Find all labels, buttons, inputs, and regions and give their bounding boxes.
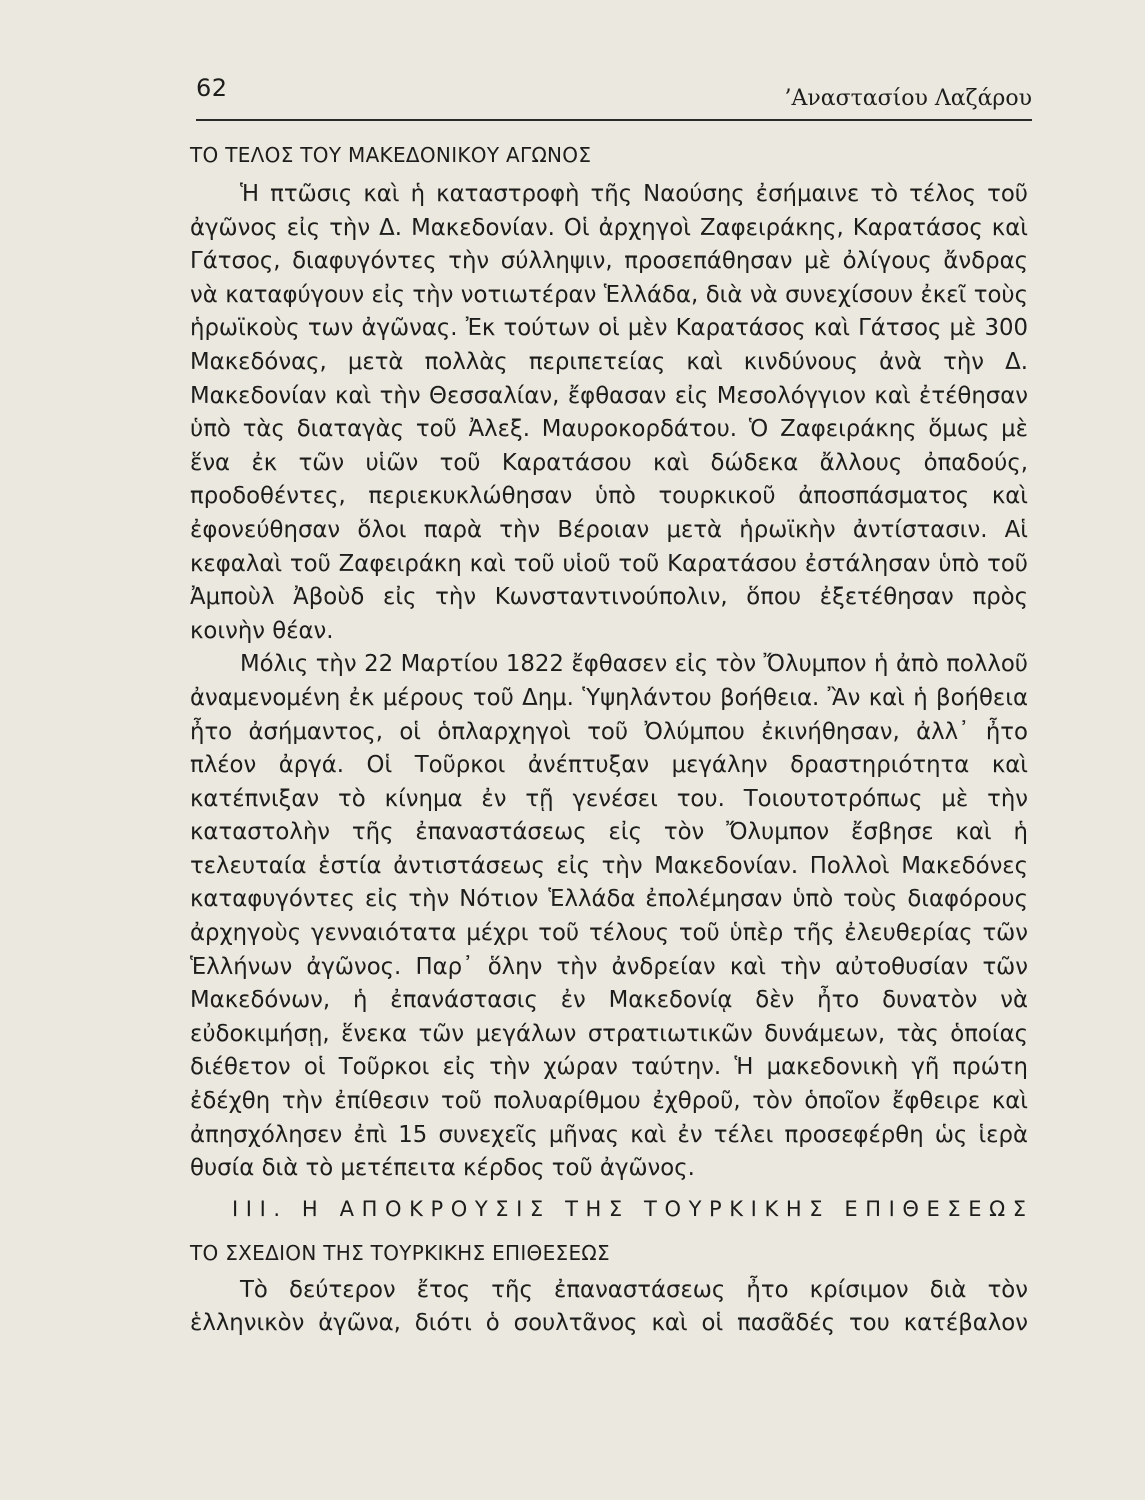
section-heading: ΤΟ ΤΕΛΟΣ ΤΟΥ ΜΑΚΕΔΟΝΙΚΟΥ ΑΓΩΝΟΣ xyxy=(190,143,592,167)
subsection-heading: ΤΟ ΣΧΕΔΙΟΝ ΤΗΣ ΤΟΥΡΚΙΚΗΣ ΕΠΙΘΕΣΕΩΣ xyxy=(190,1240,610,1265)
running-head: ’Αναστασίου Λαζάρου xyxy=(784,86,1032,111)
header-rule xyxy=(196,119,1032,121)
part-heading: ΙΙΙ. Η ΑΠΟΚΡΟΥΣΙΣ ΤΗΣ ΤΟΥΡΚΙΚΗΣ ΕΠΙΘΕΣΕΩΣ xyxy=(232,1196,1034,1221)
page-number: 62 xyxy=(196,74,228,102)
body-paragraph: Ἡ πτῶσις καὶ ἡ καταστροφὴ τῆς Ναούσης ἐσήμαινε τὸ τέλος τοῦ ἀγῶνος εἰς τὴν Δ. Μακεδονίαν. Οἱ ἀρχηγοὶ Ζαφειράκης, Καρατάσος καὶ Γάτσος, διαφυγόντες τὴν σύλληψιν, προσεπάθησαν μὲ ὀλίγους ἄνδρας νὰ καταφύγουν εἰς τὴν νοτιωτέραν Ἑλλάδα, διὰ νὰ συνεχίσουν ἐκεῖ τοὺς ἡρωϊκοὺς των ἀγῶνας. Ἐκ τούτων οἱ μὲν Καρατάσος καὶ Γάτσος μὲ 300 Μακεδόνας, μετὰ πολλὰς περιπετείας καὶ κινδύνους ἀνὰ τὴν Δ. Μακεδονίαν καὶ τὴν Θεσσαλίαν, ἔφθασαν εἰς Μεσολόγγιον καὶ ἐτέθησαν ὑπὸ τὰς διαταγὰς τοῦ Ἀλεξ. Μαυροκορδάτου. Ὁ Ζαφειράκης ὅμως μὲ ἕνα ἐκ τῶν υἱῶν τοῦ Καρατάσου καὶ δώδεκα ἄλλους ὀπαδούς, προδοθέντες, περιεκυκλώθησαν ὑπὸ τουρκικοῦ ἀποσπάσματος καὶ ἐφονεύθησαν ὅλοι παρὰ τὴν Βέροιαν μετὰ ἡρωϊκὴν ἀντίστασιν. Αἱ κεφαλαὶ τοῦ Ζαφειράκη καὶ τοῦ υἱοῦ τοῦ Καρατάσου ἐστάλησαν ὑπὸ τοῦ Ἀμποὺλ Ἀβοὺδ εἰς τὴν Κωνσταντινούπολιν, ὅπου ἐξετέθησαν πρὸς κοινὴν θέαν. xyxy=(190,181,1028,644)
page-header xyxy=(196,72,1032,122)
body-paragraph: Τὸ δεύτερον ἔτος τῆς ἐπαναστάσεως ἦτο κρίσιμον διὰ τὸν ἑλληνικὸν ἀγῶνα, διότι ὁ σουλτᾶνος καὶ οἱ πασᾶδές του κατέβαλον xyxy=(190,1276,1028,1337)
page-body xyxy=(190,140,1034,1341)
body-paragraph: Μόλις τὴν 22 Μαρτίου 1822 ἔφθασεν εἰς τὸν Ὄλυμπον ἡ ἀπὸ πολλοῦ ἀναμενομένη ἐκ μέρους τοῦ Δημ. Ὑψηλάντου βοήθεια. Ἂν καὶ ἡ βοήθεια ἦτο ἀσήμαντος, οἱ ὁπλαρχηγοὶ τοῦ Ὀλύμπου ἐκινήθησαν, ἀλλ᾿ ἦτο πλέον ἀργά. Οἱ Τοῦρκοι ἀνέπτυξαν μεγάλην δραστηριότητα καὶ κατέπνιξαν τὸ κίνημα ἐν τῇ γενέσει του. Τοιουτοτρόπως μὲ τὴν καταστολὴν τῆς ἐπαναστάσεως εἰς τὸν Ὄλυμπον ἔσβησε καὶ ἡ τελευταία ἑστία ἀντιστάσεως εἰς τὴν Μακεδονίαν. Πολλοὶ Μακεδόνες καταφυγόντες εἰς τὴν Νότιον Ἑλλάδα ἐπολέμησαν ὑπὸ τοὺς διαφόρους ἀρχηγοὺς γενναιότατα μέχρι τοῦ τέλους τοῦ ὑπὲρ τῆς ἐλευθερίας τῶν Ἑλλήνων ἀγῶνος. Παρ᾿ ὅλην τὴν ἀνδρείαν καὶ τὴν αὐτοθυσίαν τῶν Μακεδόνων, ἡ ἐπανάστασις ἐν Μακεδονίᾳ δὲν ἦτο δυνατὸν νὰ εὐδοκιμήσῃ, ἕνεκα τῶν μεγάλων στρατιωτικῶν δυνάμεων, τὰς ὁποίας διέθετον οἱ Τοῦρκοι εἰς τὴν χώραν ταύτην. Ἡ μακεδονικὴ γῆ πρώτη ἐδέχθη τὴν ἐπίθεσιν τοῦ πολυαρίθμου ἐχθροῦ, τὸν ὁποῖον ἔφθειρε καὶ ἀπησχόλησεν ἐπὶ 15 συνεχεῖς μῆνας καὶ ἐν τέλει προσεφέρθη ὡς ἱερὰ θυσία διὰ τὸ μετέπειτα κέρδος τοῦ ἀγῶνος. xyxy=(190,651,1028,1182)
